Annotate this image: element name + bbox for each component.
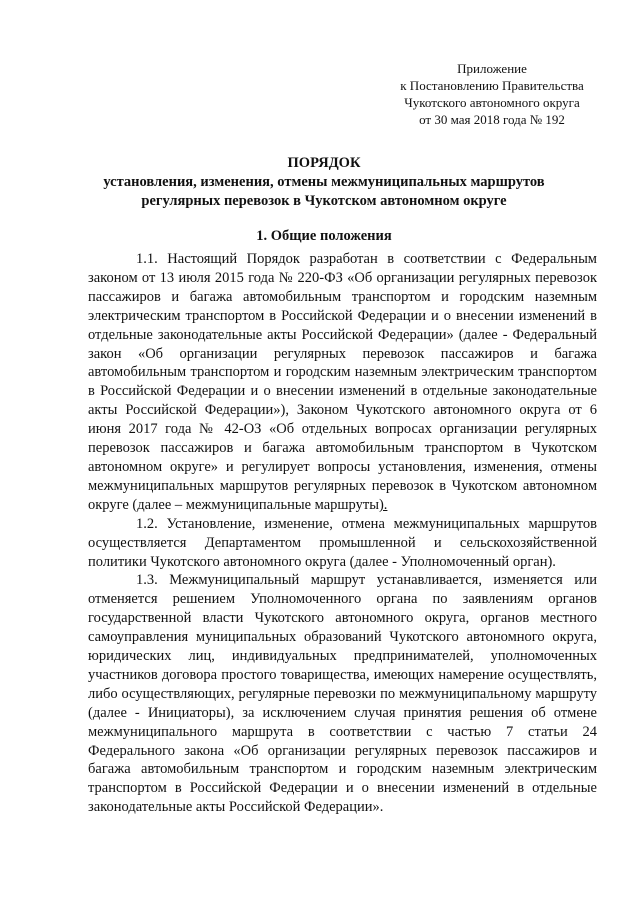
resolution-date-number: от 30 мая 2018 года № 192: [419, 112, 565, 127]
title-subject-line2: регулярных перевозок в Чукотском автономном округе: [141, 193, 507, 209]
title-subject-line1: установления, изменения, отмены межмуниципальных маршрутов: [103, 174, 545, 190]
government-name: Чукотского автономного округа: [404, 95, 580, 110]
appendix-header: [386, 60, 598, 128]
appendix-label: Приложение: [457, 61, 527, 76]
section-body: [88, 250, 597, 817]
paragraph-1-1: [88, 250, 597, 515]
resolution-reference: к Постановлению Правительства: [400, 78, 584, 93]
paragraph-1-2: 1.2. Установление, изменение, отмена межмуниципальных маршрутов осуществляется Департаментом промышленной и сельскохозяйственной политики Чукотского автономного округа (далее - Уполномоченный орган).: [88, 515, 597, 570]
document-title: [60, 154, 588, 211]
paragraph-1-3: 1.3. Межмуниципальный маршрут устанавливается, изменяется или отменяется решением Уполномоченного органа по заявлениям органов государственной власти Чукотского автономного округа, органов местного самоуправления муниципальных образований Чукотского автономного округа, юридических лиц, индивидуальных предпринимателей, уполномоченных участников договора простого товарищества, имеющих намерение осуществлять, либо осуществляющих, регулярные перевозки по межмуниципальному маршруту (далее - Инициаторы), за исключением случая принятия решения об отмене межмуниципального маршрута в соответствии с частью 7 статьи 24 Федерального закона «Об организации регулярных перевозок пассажиров и багажа автомобильным транспортом и городским наземным электрическим транспортом в Российской Федерации и о внесении изменений в отдельные законодательные акты Российской Федерации».: [88, 572, 597, 816]
paragraph-1-1-text: 1.1. Настоящий Порядок разработан в соответствии с Федеральным законом от 13 июля 2015 года № 220-ФЗ «Об организации регулярных перевозок пассажиров и багажа автомобильным транспортом и городским наземным электрическим транспортом в Российской Федерации и о внесении изменений в отдельные законодательные акты Российской Федерации» (далее - Федеральный закон «Об организации регулярных перевозок пассажиров и багажа автомобильным транспортом и городским наземным электрическим транспортом в Российской Федерации и о внесении изменений в отдельные законодательные акты Российской Федерации»), Законом Чукотского автономного округа от 6 июня 2017 года № 42-ОЗ «Об отдельных вопросах организации регулярных перевозок пассажиров и багажа автомобильным транспортом в Чукотском автономном округе» и регулирует вопросы установления, изменения, отмены межмуниципальных маршрутов регулярных перевозок в Чукотском автономном округе (далее – межмуниципальные маршруты: [88, 251, 597, 513]
title-word: ПОРЯДОК: [287, 155, 361, 171]
paragraph-1-1-tail: ).: [378, 496, 388, 513]
section-heading: 1. Общие положения: [256, 228, 392, 244]
